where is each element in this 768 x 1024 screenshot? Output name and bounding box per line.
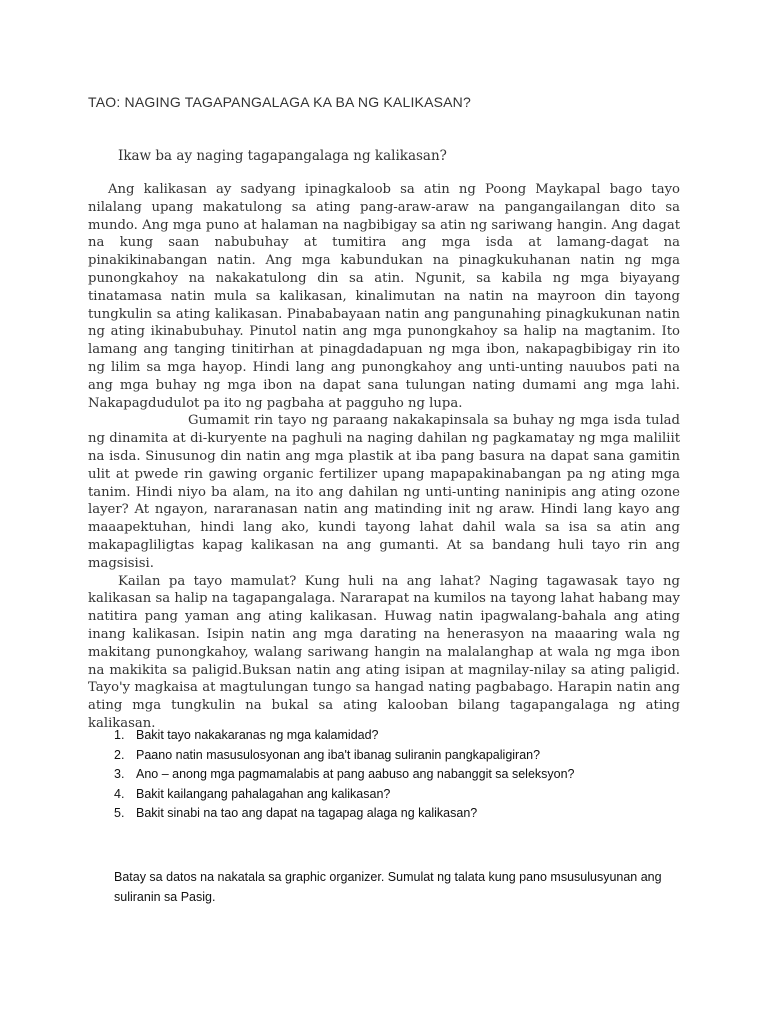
- paragraph-1: Ang kalikasan ay sadyang ipinagkaloob sa atin ng Poong Maykapal bago tayo nilalang upang makatulong sa ating pang-araw-araw na pangangailangan dito sa mundo. Ang mga puno at halaman na nagbibigay sa atin ng sariwang hangin. Ang dagat na kung saan nabubuhay at tumitira ang mga isda at lamang-dagat na pinakikinabangan natin. Ang mga kabundukan na pinagkukuhanan natin ng mga punongkahoy na nakakatulong din sa atin. Ngunit, sa kabila ng mga biyayang tinatamasa natin mula sa kalikasan, kinalimutan na natin na mayroon din tayong tungkulin sa ating kalikasan. Pinababayaan natin ang pangunahing pinagkukunan natin ng ating ikinabubuhay. Pinutol natin ang mga punongkahoy sa halip na magtanim. Ito lamang ang tanging tinitirhan at pinagdadapuan ng mga ibon, nakapagbibigay rin ito ng lilim sa mga hayop. Hindi lang ang punongkahoy ang unti-unting nauubos pati na ang mga buhay ng mga ibon na dapat sana tulungan nating dumami ang mga lahi. Nakapagdudulot pa ito ng pagbaha at pagguho ng lupa.: [88, 182, 680, 411]
- question-number: 5.: [114, 806, 125, 821]
- question-text: Paano natin masusulosyonan ang iba't ibanag suliranin pangkapaligiran?: [136, 747, 541, 762]
- question-text: Bakit sinabi na tao ang dapat na tagapag alaga ng kalikasan?: [136, 806, 478, 821]
- list-item: [114, 785, 575, 805]
- question-number: 2.: [114, 747, 125, 762]
- paragraph-3: Kailan pa tayo mamulat? Kung huli na ang lahat? Naging tagawasak tayo ng kalikasan sa halip na tagapangalaga. Nararapat na kumilos na tayong lahat habang may natitira pang yaman ang ating kalikasan. Huwag natin ipagwalang-bahala ang ating inang kalikasan. Isipin natin ang mga darating na henerasyon na maaaring wala ng makitang punongkahoy, walang sariwang hangin na malalanghap at wala ng mga ibon na makikita sa paligid.Buksan natin ang ating isipan at magnilay-nilay sa ating paligid. Tayo'y magkaisa at magtulungan tungo sa hangad nating pagbabago. Harapin natin ang ating mga tungkulin na bukal sa ating kalooban bilang tagapangalaga ng ating kalikasan.: [88, 573, 680, 731]
- document-title: TAO: NAGING TAGAPANGALAGA KA BA NG KALIKASAN?: [88, 94, 471, 110]
- question-number: 4.: [114, 786, 125, 801]
- list-item: [114, 804, 575, 824]
- list-item: [114, 765, 575, 785]
- question-text: Bakit tayo nakakaranas ng mga kalamidad?: [136, 728, 379, 742]
- list-item: [114, 726, 575, 746]
- guiding-question: Ikaw ba ay naging tagapangalaga ng kalikasan?: [118, 148, 447, 164]
- list-item: [114, 746, 575, 766]
- paragraph-2: Gumamit rin tayo ng paraang nakakapinsala sa buhay ng mga isda tulad ng dinamita at di-kuryente na paghuli na naging dahilan ng pagkamatay ng mga maliliit na isda. Sinusunog din natin ang mga plastik at iba pang basura na dapat sana gamitin ulit at pwede rin gawing organic fertilizer upang mapapakinabangan pa ng ating mga tanim. Hindi niyo ba alam, na ito ang dahilan ng unti-unting naninipis ang ating ozone layer? At ngayon, nararanasan natin ang matinding init ng araw. Hindi lang kayo ang maaapektuhan, hindi lang ako, kundi tayong lahat dahil wala sa isa sa atin ang makapagliligtas kapag kalikasan na ang gumanti. At sa bandang huli tayo rin ang magsisisi.: [88, 413, 680, 571]
- question-list: [114, 726, 575, 824]
- essay-body: [88, 181, 680, 733]
- question-number: 1.: [114, 728, 125, 742]
- question-number: 3.: [114, 767, 125, 782]
- question-text: Bakit kailangang pahalagahan ang kalikasan?: [136, 786, 391, 801]
- writing-instruction: Batay sa datos na nakatala sa graphic organizer. Sumulat ng talata kung pano msusulusyunan ang suliranin sa Pasig.: [114, 870, 662, 904]
- question-text: Ano – anong mga pagmamalabis at pang aabuso ang nabanggit sa seleksyon?: [136, 767, 575, 782]
